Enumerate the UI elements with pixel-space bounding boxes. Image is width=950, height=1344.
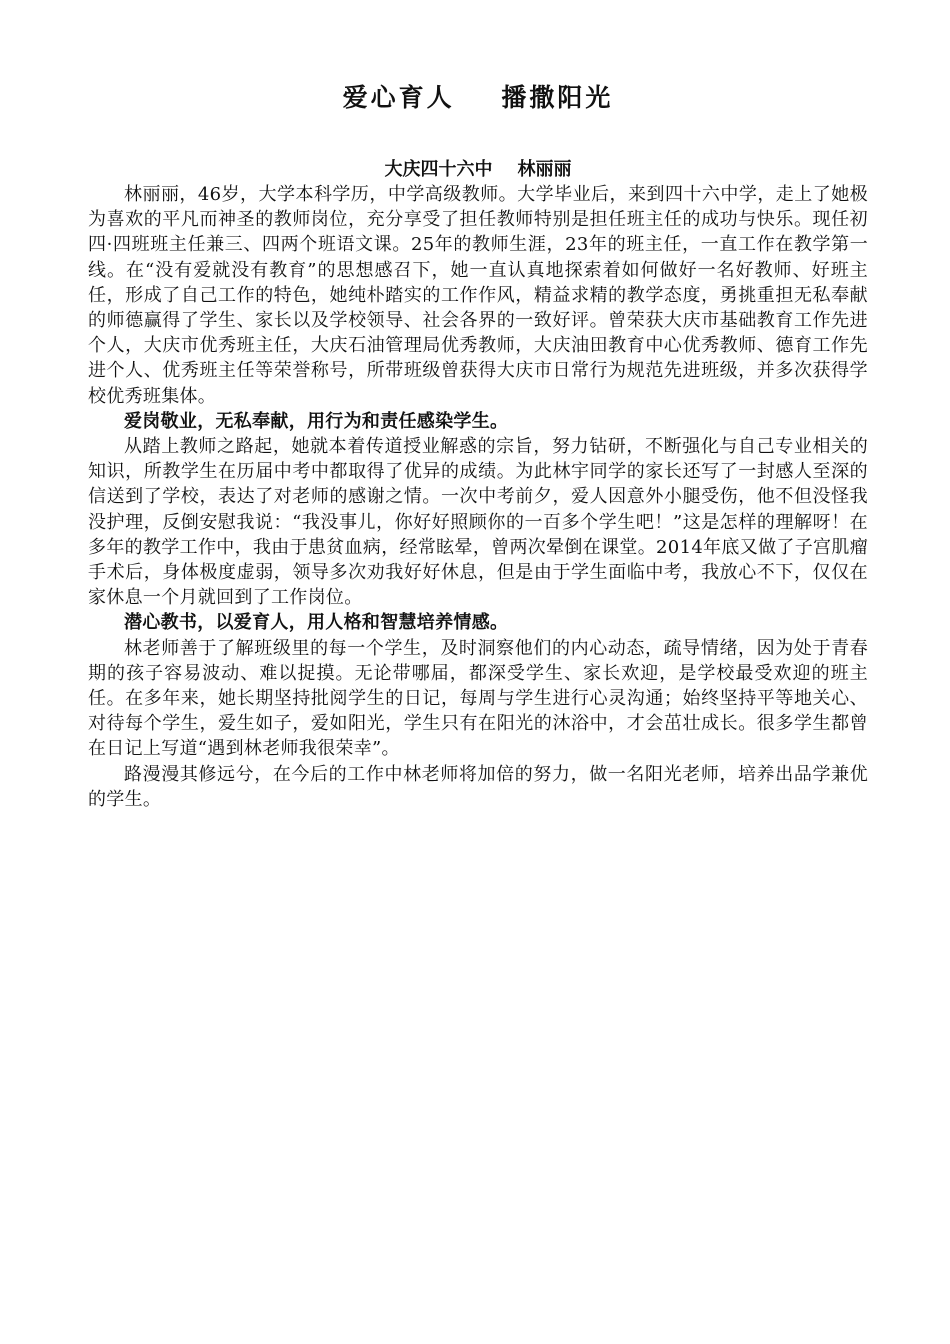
section-heading-teaching: 潜心教书，以爱育人，用人格和智慧培养情感。 bbox=[124, 612, 509, 634]
paragraph-teaching: 林老师善于了解班级里的每一个学生，及时洞察他们的内心动态，疏导情绪，因为处于青春期的孩子容易波动、难以捉摸。无论带哪届，都深受学生、家长欢迎，是学校最受欢迎的班主任。在多年来，她长期坚持批阅学生的日记，每周与学生进行心灵沟通；始终坚持平等地关心、对待每个学生，爱生如子，爱如阳光，学生只有在阳光的沐浴中，才会茁壮成长。很多学生都曾在日记上写道“遇到林老师我很荣幸”。 bbox=[88, 637, 868, 760]
paragraph-intro: 林丽丽，46岁，大学本科学历，中学高级教师。大学毕业后，来到四十六中学，走上了她极为喜欢的平凡而神圣的教师岗位，充分享受了担任教师特别是担任班主任的成功与快乐。现任初四·四班班主任兼三、四两个班语文课。25年的教师生涯，23年的班主任，一直工作在教学第一线。在“没有爱就没有教育”的思想感召下，她一直认真地探索着如何做好一名好教师、好班主任，形成了自己工作的特色，她纯朴踏实的工作作风，精益求精的教学态度，勇挑重担无私奉献的师德赢得了学生、家长以及学校领导、社会各界的一致好评。曾荣获大庆市基础教育工作先进个人，大庆市优秀班主任，大庆石油管理局优秀教师，大庆油田教育中心优秀教师、德育工作先进个人、优秀班主任等荣誉称号，所带班级曾获得大庆市日常行为规范先进班级，并多次获得学校优秀班集体。 bbox=[88, 184, 868, 407]
document-page bbox=[88, 78, 868, 812]
section-heading-dedication: 爱岗敬业，无私奉献，用行为和责任感染学生。 bbox=[124, 410, 509, 432]
document-title: 爱心育人 播撒阳光 bbox=[342, 83, 614, 112]
paragraph-closing: 路漫漫其修远兮，在今后的工作中林老师将加倍的努力，做一名阳光老师，培养出品学兼优的学生。 bbox=[88, 763, 868, 810]
author-byline: 大庆四十六中 林丽丽 bbox=[384, 159, 572, 180]
paragraph-dedication: 从踏上教师之路起，她就本着传道授业解惑的宗旨，努力钻研，不断强化与自己专业相关的知识，所教学生在历届中考中都取得了优异的成绩。为此林宇同学的家长还写了一封感人至深的信送到了学校，表达了对老师的感谢之情。一次中考前夕，爱人因意外小腿受伤，他不但没怪我没护理，反倒安慰我说：“我没事儿，你好好照顾你的一百多个学生吧！”这是怎样的理解呀！在多年的教学工作中，我由于患贫血病，经常眩晕，曾两次晕倒在课堂。2014年底又做了子宫肌瘤手术后，身体极度虚弱，领导多次劝我好好休息，但是由于学生面临中考，我放心不下，仅仅在家休息一个月就回到了工作岗位。 bbox=[88, 436, 868, 609]
